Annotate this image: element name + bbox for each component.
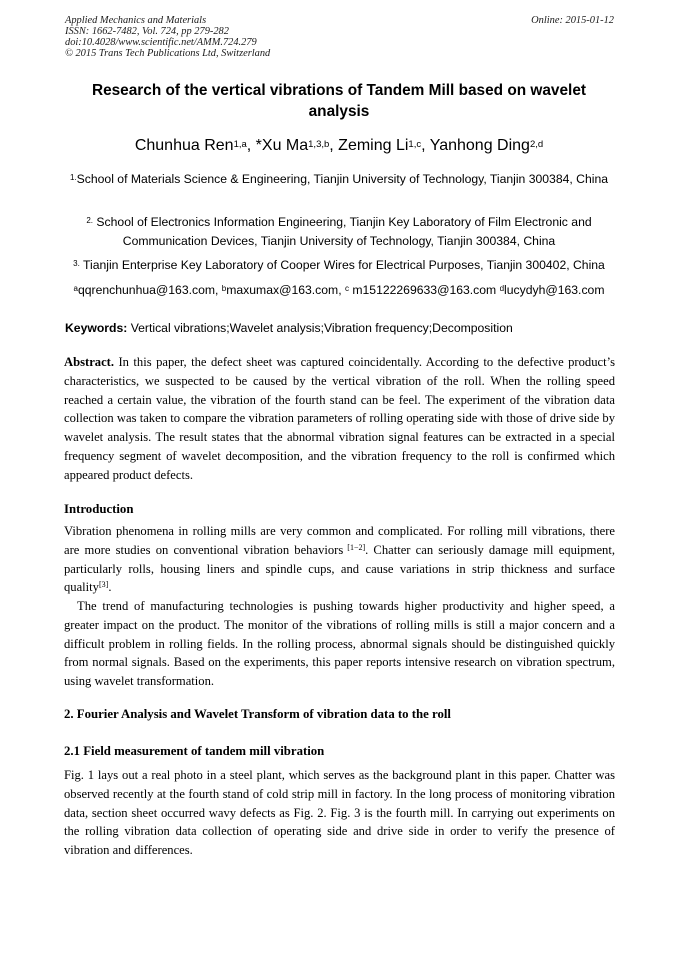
- email-list: [56, 281, 622, 300]
- section-2-1-heading: 2.1 Field measurement of tandem mill vibration: [64, 744, 325, 758]
- author-separator: ,: [421, 137, 430, 154]
- author-affiliation-mark: 1,a: [233, 139, 247, 150]
- abstract: [64, 353, 615, 484]
- affiliation-text: Tianjin Enterprise Key Laboratory of Cooper Wires for Electrical Purposes, Tianjin 300402, China: [83, 258, 605, 272]
- affiliation-3: [56, 256, 622, 275]
- citation-ref[interactable]: [1−2]: [343, 542, 366, 552]
- introduction-paragraph-1: [64, 522, 615, 597]
- author-affiliation-mark: 2,d: [529, 139, 544, 150]
- email-address[interactable]: m15122269633@163.com: [348, 283, 500, 297]
- author-separator: ,: [329, 137, 339, 154]
- email-mark: d: [499, 284, 505, 293]
- keywords-text: Vertical vibrations;Wavelet analysis;Vibration frequency;Decomposition: [127, 321, 513, 335]
- author-affiliation-mark: 1,3,b: [308, 139, 330, 150]
- author-name: Yanhong Ding: [429, 137, 530, 154]
- author-name: Chunhua Ren: [134, 137, 234, 154]
- paragraph-text: .: [108, 580, 112, 595]
- author-affiliation-mark: 1,c: [408, 139, 422, 150]
- affiliation-text: School of Materials Science & Engineering, Tianjin University of Technology, Tianjin 300384, China: [76, 172, 609, 186]
- doi-line: doi:10.4028/www.scientific.net/AMM.724.279: [65, 37, 257, 48]
- paper-title: Research of the vertical vibrations of Tandem Mill based on wavelet analysis: [91, 82, 587, 120]
- keywords-label: Keywords:: [65, 321, 128, 335]
- paragraph-text: . Chatter can seriously damage mill equipment, particularly rolls, housing liners and spindle cups, and cause variations in strip thickness and surface quality: [64, 542, 616, 595]
- author-separator: ,: [246, 137, 256, 154]
- section-2-heading: 2. Fourier Analysis and Wavelet Transform of vibration data to the roll: [64, 707, 451, 721]
- author-list: [64, 136, 614, 156]
- issn-line: ISSN: 1662-7482, Vol. 724, pp 279-282: [65, 26, 229, 37]
- introduction-heading: Introduction: [64, 502, 134, 516]
- affiliation-text: School of Electronics Information Engineering, Tianjin Key Laboratory of Film Electronic and Communication Devices, Tianjin University of Technology, Tianjin 300384, China: [96, 215, 592, 248]
- email-mark: c: [344, 284, 349, 293]
- citation-ref[interactable]: [3]: [98, 580, 109, 590]
- email-mark: a: [73, 284, 78, 293]
- copyright-line: © 2015 Trans Tech Publications Ltd, Switzerland: [65, 48, 271, 59]
- section-2-1-paragraph: Fig. 1 lays out a real photo in a steel plant, which serves as the background plant in this paper. Chatter was observed recently at the fourth stand of cold strip mill in factory. In the long process of monitoring vibration data, section sheet occurred wavy defects as Fig. 2. Fig. 3 is the fourth mill. In carrying out experiments on the rolling vibration data collection of operating side and drive side in order to verify the presence of vibration and differences.: [64, 768, 615, 857]
- affiliation-mark: 3.: [73, 259, 80, 268]
- author-name: Zeming Li: [338, 137, 409, 154]
- email-address[interactable]: maxumax@163.com,: [226, 283, 345, 297]
- affiliation-2: [56, 213, 622, 250]
- abstract-label: Abstract.: [64, 355, 115, 369]
- affiliation-mark: 1.: [69, 173, 77, 182]
- email-address[interactable]: qqrenchunhua@163.com,: [77, 283, 222, 297]
- author-name: *Xu Ma: [255, 137, 309, 154]
- journal-name: Applied Mechanics and Materials: [65, 15, 207, 26]
- online-date: Online: 2015-01-12: [531, 15, 614, 26]
- email-address[interactable]: lucydyh@163.com: [504, 283, 605, 297]
- journal-header: [65, 15, 270, 59]
- affiliation-mark: 2.: [86, 216, 94, 225]
- paragraph-text: Vibration phenomena in rolling mills are very common and complicated. For rolling mill vibrations, there are more studies on conventional vibration behaviors: [64, 524, 615, 557]
- email-mark: b: [221, 284, 227, 293]
- introduction-paragraph-2: The trend of manufacturing technologies is pushing towards higher productivity and higher speed, a greater impact on the product. The monitor of the vibrations of rolling mills is still a major concern and a difficult problem in rolling fields. In the rolling process, abnormal signals should be distinguished quickly from normal signals. Based on the experiments, this paper reports intensive research on vibration spectrum, using wavelet transformation.: [64, 599, 615, 688]
- abstract-text: In this paper, the defect sheet was captured coincidentally. According to the defective product’s characteristics, we suspected to be caused by the vertical vibration of the roll. When the rolling speed reached a certain value, the vibration of the fourth stand can be feel. The experiment of the vibration data collection was taken to compare the vibration parameters of rolling operating side with those of drive side by wavelet analysis. The result states that the abnormal vibration signal features can be extracted in a special frequency segment of wavelet decomposition, and the vibration frequency to the roll is confirmed which appeared product defects.: [64, 355, 615, 482]
- keywords: [65, 319, 615, 337]
- affiliation-1: [56, 170, 622, 189]
